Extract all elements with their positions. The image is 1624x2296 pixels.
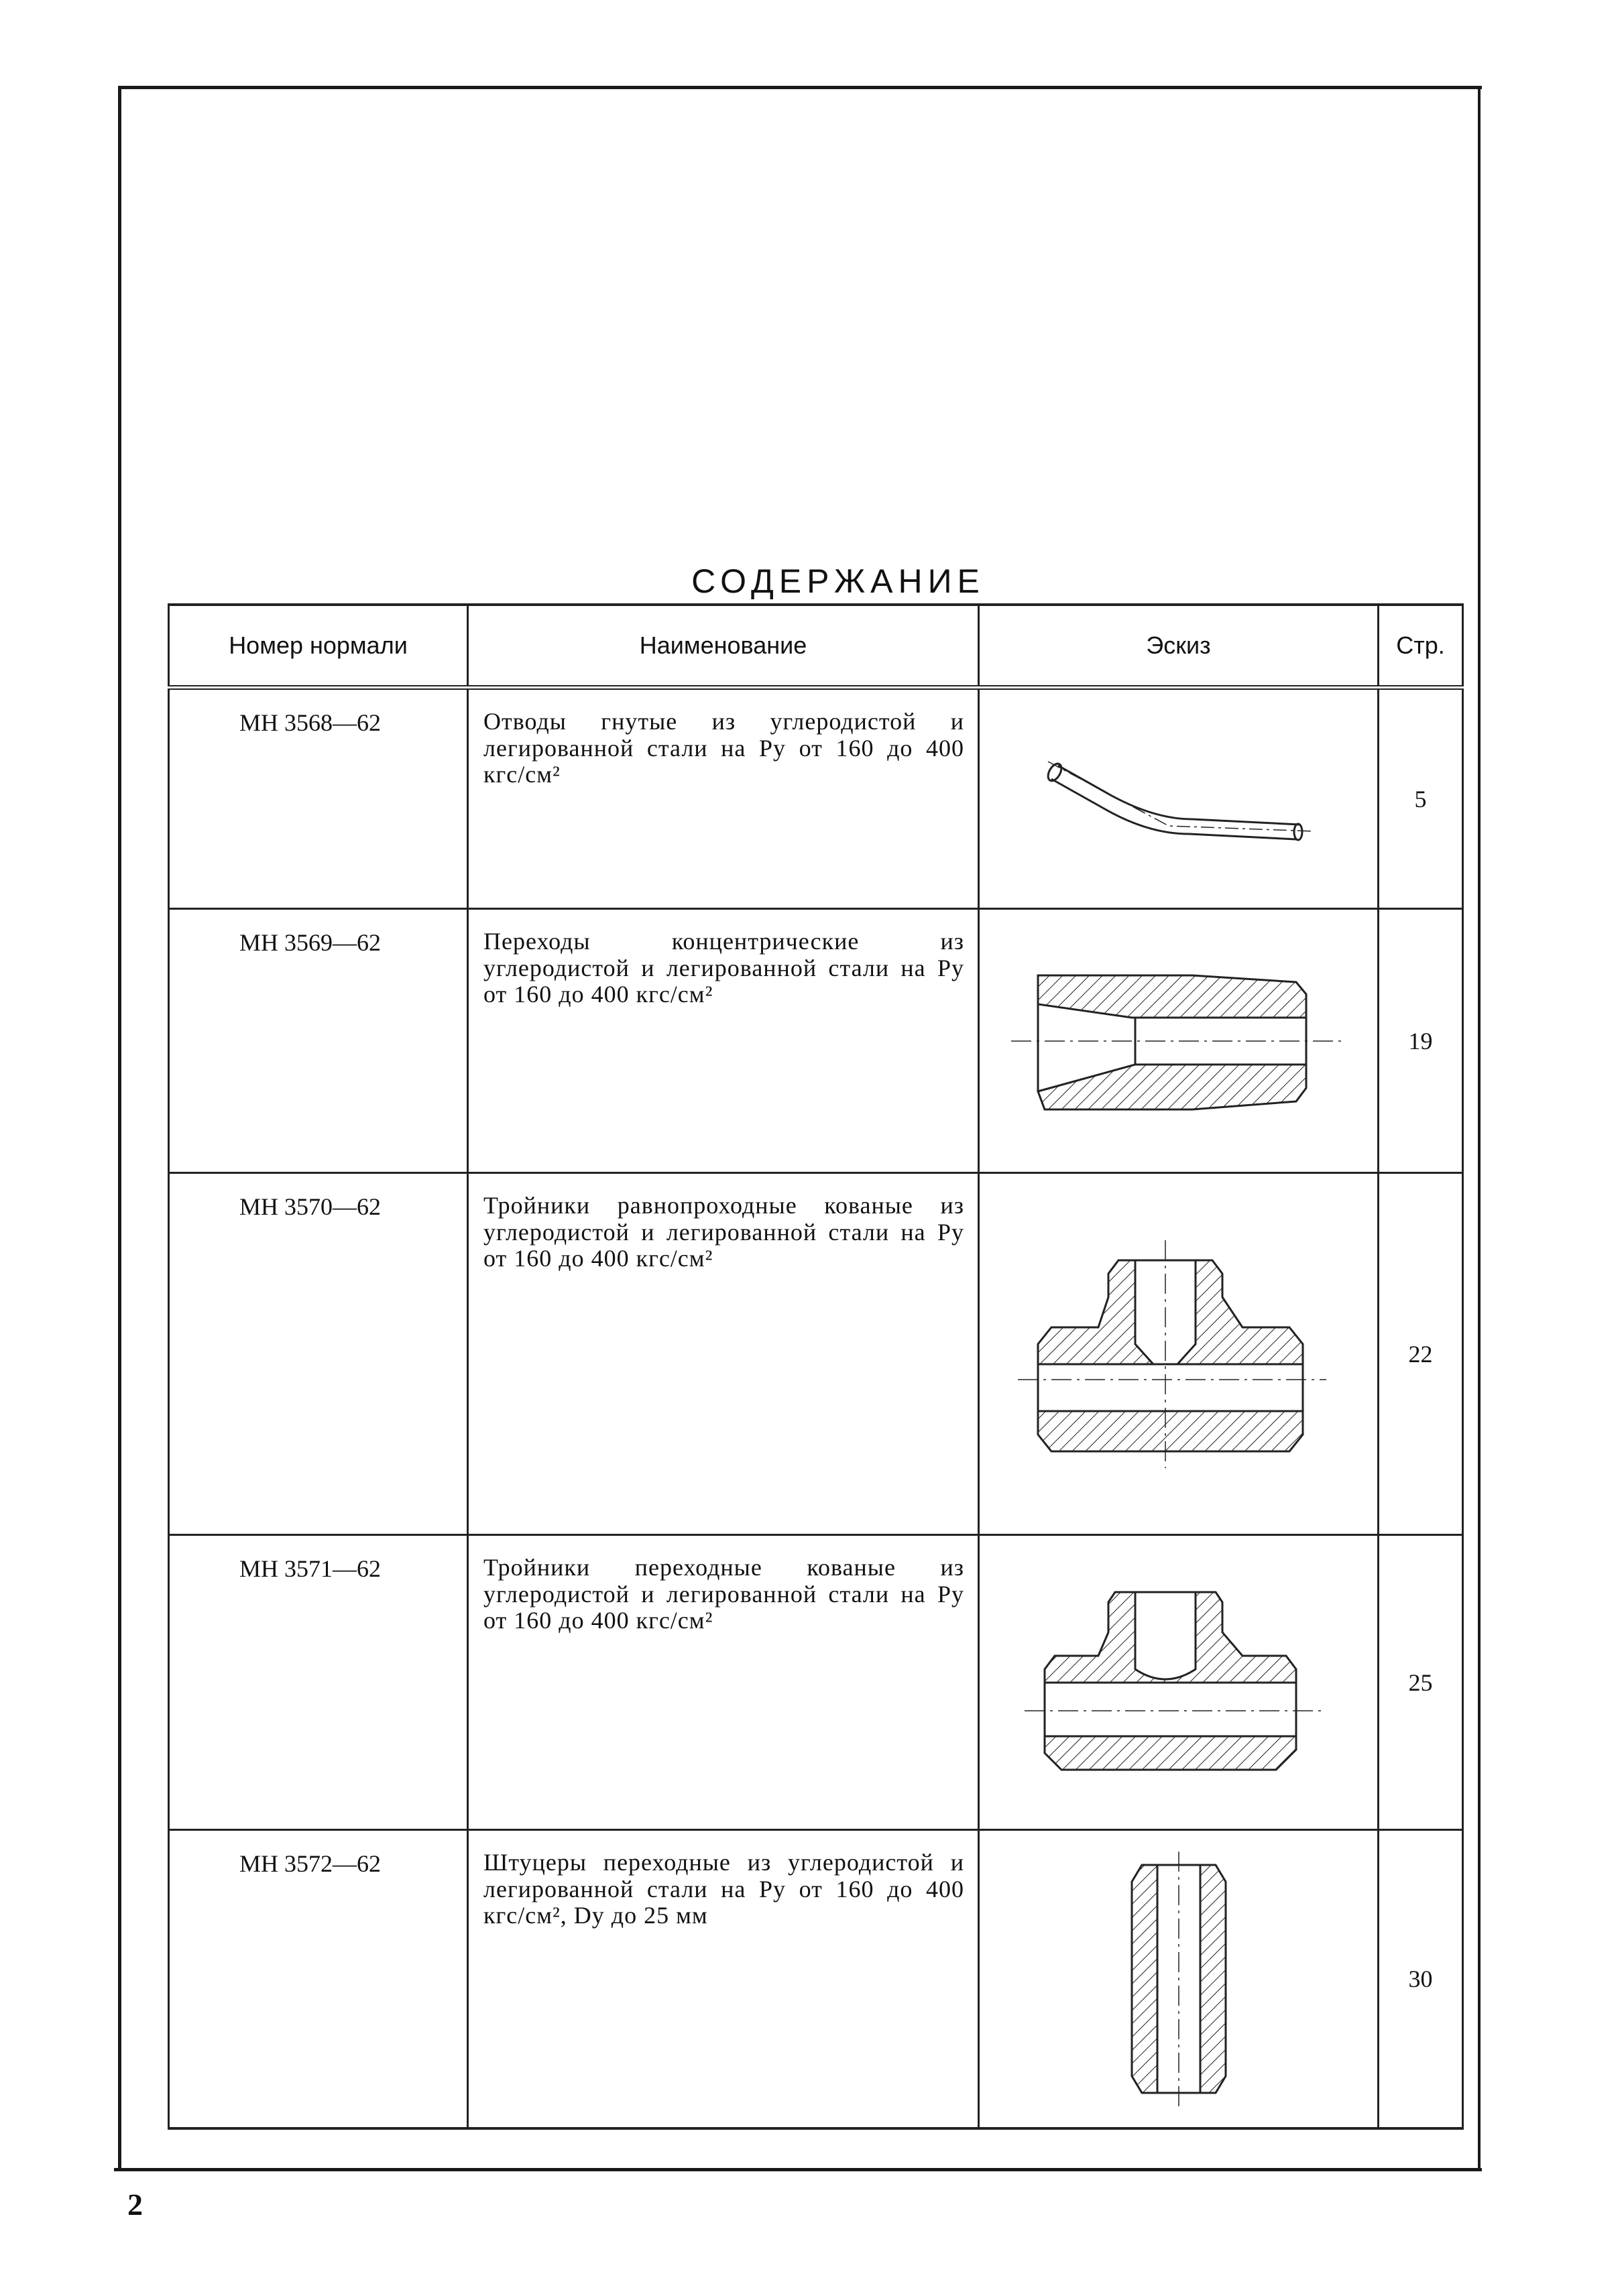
reducing-tee-icon bbox=[991, 1562, 1367, 1803]
norm-number: МН 3570—62 bbox=[169, 1173, 468, 1535]
norm-number: МН 3572—62 bbox=[169, 1830, 468, 2128]
bent-pipe-icon bbox=[1011, 719, 1346, 880]
header-page: Стр. bbox=[1379, 605, 1463, 688]
concentric-reducer-icon bbox=[991, 941, 1367, 1142]
header-name: Наименование bbox=[468, 605, 979, 688]
page-number: 2 bbox=[127, 2187, 143, 2222]
table-row bbox=[169, 909, 1463, 1173]
item-name: Отводы гнутые из углеродистой и легированной стали на Pу от 160 до 400 кгс/см² bbox=[468, 688, 979, 909]
header-sketch: Эскиз bbox=[979, 605, 1379, 688]
table-row bbox=[169, 1535, 1463, 1830]
page-frame-bottom bbox=[114, 2168, 1482, 2171]
page-title: СОДЕРЖАНИЕ bbox=[691, 562, 985, 600]
table-row bbox=[169, 688, 1463, 909]
page-ref: 30 bbox=[1379, 1830, 1463, 2128]
page-ref: 22 bbox=[1379, 1173, 1463, 1535]
page-frame-right bbox=[1478, 86, 1481, 2171]
table-header-row bbox=[169, 605, 1463, 688]
norm-number: МН 3568—62 bbox=[169, 688, 468, 909]
table-row bbox=[169, 1830, 1463, 2128]
header-number: Номер нормали bbox=[169, 605, 468, 688]
equal-tee-icon bbox=[991, 1213, 1367, 1495]
nipple-fitting-icon bbox=[1078, 1838, 1279, 2120]
page-ref: 5 bbox=[1379, 688, 1463, 909]
page-frame-left bbox=[118, 86, 121, 2171]
item-name: Тройники переходные кованые из углеродистой и легированной стали на Pу от 160 до 400 кгс/см² bbox=[468, 1535, 979, 1830]
item-name: Переходы концентрические из углеродистой и легированной стали на Pу от 160 до 400 кгс/см² bbox=[468, 909, 979, 1173]
contents-table bbox=[168, 603, 1462, 2112]
item-name: Штуцеры переходные из углеродистой и легированной стали на Pу от 160 до 400 кгс/см², Dу до 25 мм bbox=[468, 1830, 979, 2128]
page-frame-top bbox=[119, 86, 1482, 89]
norm-number: МН 3571—62 bbox=[169, 1535, 468, 1830]
page-ref: 25 bbox=[1379, 1535, 1463, 1830]
page-ref: 19 bbox=[1379, 909, 1463, 1173]
norm-number: МН 3569—62 bbox=[169, 909, 468, 1173]
table-row bbox=[169, 1173, 1463, 1535]
item-name: Тройники равнопроходные кованые из углеродистой и легированной стали на Pу от 160 до 400 кгс/см² bbox=[468, 1173, 979, 1535]
